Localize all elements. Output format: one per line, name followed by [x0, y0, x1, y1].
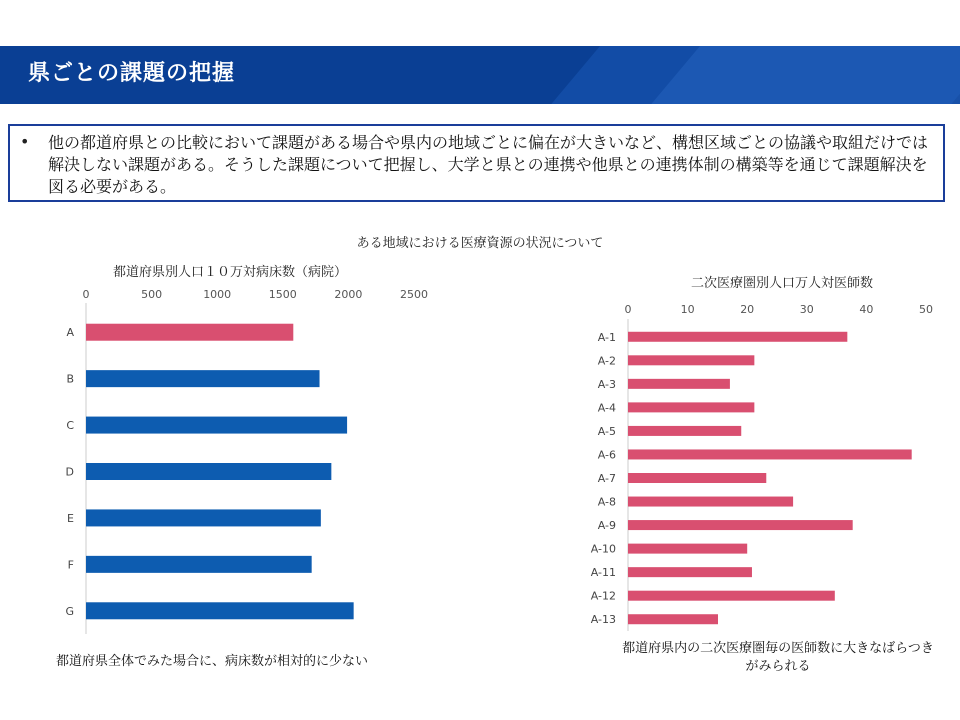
bar	[628, 520, 853, 530]
category-label: A-1	[597, 330, 616, 344]
bar	[628, 449, 912, 459]
category-label: A-13	[590, 613, 616, 627]
chart-title: 二次医療圏別人口万人対医師数	[690, 276, 874, 291]
x-tick-label: 1500	[268, 288, 297, 301]
right-caption-line: がみられる	[745, 659, 811, 674]
right-caption-line: 都道府県内の二次医療圏毎の医師数に大きなばらつき	[622, 641, 934, 656]
left-chart-caption: 都道府県全体でみた場合に、病床数が相対的に少ない	[56, 654, 369, 669]
x-tick-label: 30	[799, 303, 814, 316]
bar	[628, 567, 752, 577]
category-label: A	[66, 326, 74, 340]
bullet-mark: •	[20, 132, 30, 151]
chart-title: 都道府県別人口１０万対病床数（病院）	[112, 265, 348, 280]
summary-text: 他の都道府県との比較において課題がある場合や県内の地域ごとに偏在が大きいなど、構想区域ごとの協議や取組だけでは解決しない課題がある。そうした課題について把握し、大学と県との連携や他県との連携体制の構築等を通じて課題解決を図る必要がある。	[48, 133, 929, 196]
bar	[628, 614, 718, 624]
x-tick-label: 0	[624, 303, 632, 316]
x-tick-label: 40	[859, 303, 874, 316]
category-label: F	[67, 558, 74, 572]
category-label: E	[67, 511, 74, 525]
category-label: A-3	[597, 377, 616, 391]
category-label: A-12	[590, 589, 616, 603]
x-tick-label: 0	[82, 288, 90, 301]
x-tick-label: 1000	[203, 288, 232, 301]
category-label: D	[65, 465, 74, 479]
bar	[628, 379, 730, 389]
bar	[628, 402, 754, 412]
category-label: A-4	[597, 401, 616, 415]
x-tick-label: 20	[740, 303, 755, 316]
category-label: A-5	[597, 424, 616, 438]
bar	[628, 426, 741, 436]
slide-title: 県ごとの課題の把握	[28, 61, 236, 86]
bar	[628, 497, 793, 507]
category-label: A-7	[597, 472, 616, 485]
category-label: A-11	[590, 566, 616, 580]
category-label: G	[65, 604, 74, 618]
x-tick-label: 500	[141, 288, 163, 301]
category-label: A-6	[597, 448, 616, 462]
x-tick-label: 2000	[334, 288, 363, 301]
bar	[628, 332, 847, 342]
charts-heading: ある地域における医療資源の状況について	[356, 236, 604, 251]
category-label: A-8	[597, 495, 616, 509]
x-tick-label: 50	[919, 303, 933, 316]
x-tick-label: 10	[680, 303, 695, 316]
category-label: B	[66, 372, 74, 386]
bar	[628, 355, 754, 365]
right-chart-caption	[598, 640, 958, 676]
category-label: A-9	[597, 519, 616, 533]
x-tick-label: 2500	[400, 288, 428, 301]
bar	[628, 473, 766, 483]
category-label: A-10	[590, 542, 616, 556]
category-label: A-2	[597, 354, 616, 368]
bar	[628, 544, 747, 554]
category-label: C	[66, 419, 74, 433]
bar	[628, 591, 835, 601]
